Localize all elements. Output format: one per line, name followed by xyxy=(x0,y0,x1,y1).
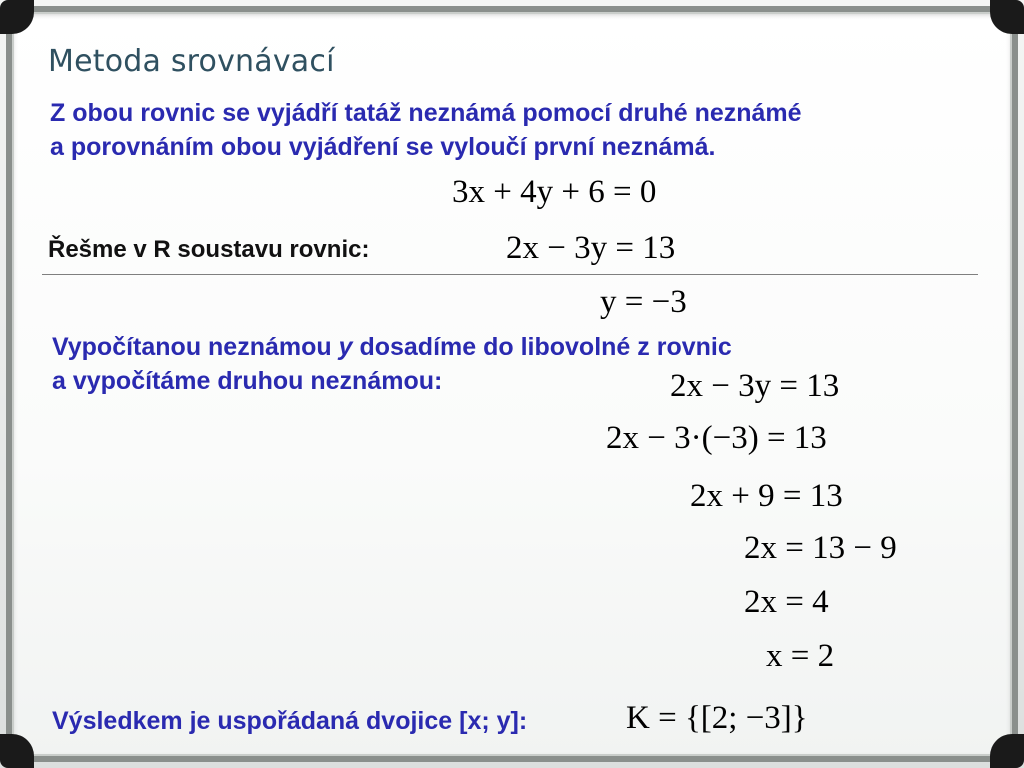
substitution-line-1 xyxy=(52,330,852,364)
intro-paragraph xyxy=(50,96,990,164)
system-label: Řešme v R soustavu rovnic: xyxy=(48,236,370,263)
system-equation-1: 3x + 4y + 6 = 0 xyxy=(452,174,657,210)
result-label: Výsledkem je uspořádaná dvojice [x; y]: xyxy=(52,707,528,735)
intro-line-1: Z obou rovnic se vyjádří tatáž neznámá pomocí druhé neznámé xyxy=(50,99,802,127)
substitution-line-2: a vypočítáme druhou neznámou: xyxy=(52,367,443,395)
intro-line-2: a porovnáním obou vyjádření se vyloučí první neznámá. xyxy=(50,133,716,161)
solution-set: K = {[2; −3]} xyxy=(626,700,808,736)
step-4-equation: 2x = 13 − 9 xyxy=(744,530,897,566)
substitution-variable: y xyxy=(338,333,353,361)
step-3-equation: 2x + 9 = 13 xyxy=(690,478,843,514)
y-result-equation: y = −3 xyxy=(600,284,687,320)
step-6-equation: x = 2 xyxy=(766,638,835,674)
step-1-equation: 2x − 3y = 13 xyxy=(670,368,840,404)
system-equation-2: 2x − 3y = 13 xyxy=(506,230,676,266)
step-5-equation: 2x = 4 xyxy=(744,584,829,620)
step-2-equation: 2x − 3·(−3) = 13 xyxy=(606,420,827,456)
substitution-text-after: dosadíme do libovolné z rovnic xyxy=(352,333,732,361)
divider-line xyxy=(42,274,978,275)
slide-title: Metoda srovnávací xyxy=(48,44,335,79)
substitution-text-before: Vypočítanou neznámou xyxy=(52,333,339,361)
